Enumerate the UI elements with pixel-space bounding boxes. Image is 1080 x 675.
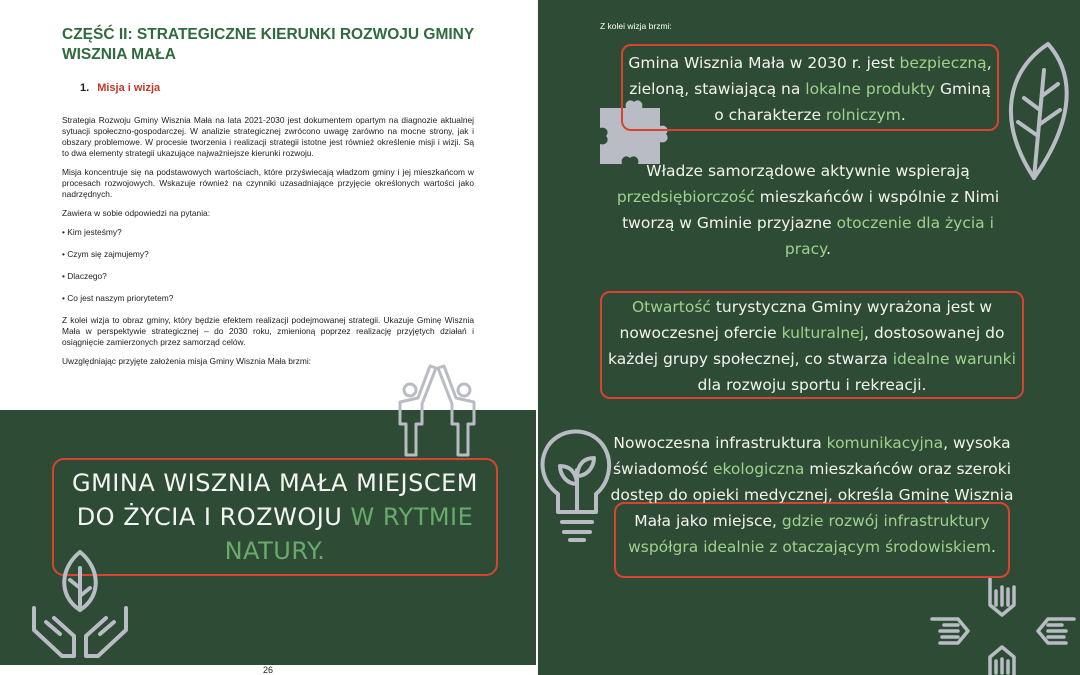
section-title: Misja i wizja (97, 82, 161, 94)
highlight-text: komunikacyjna (826, 434, 944, 452)
hands-circle-icon (928, 575, 1078, 675)
highlight-text: lokalne produkty (805, 80, 936, 98)
vision-statement-2 (608, 158, 1008, 262)
text-span: turystyczna Gminy wyrażona jest w nowoczesnej ofercie (619, 298, 993, 342)
list-item: • Dlaczego? (62, 271, 107, 281)
highlight-text: kulturalnej (781, 324, 865, 342)
paragraph: Z kolei wizja to obraz gminy, który będzie efektem realizacji podejmowanej strategii. Ukazuje Gminę Wisznia Mała w perspektywie strategicznej – do 2030 roku, zmienioną poprzez realizację przyjętych działań i osiągnięcie zamierzonych przez samorząd celów. (62, 315, 474, 347)
text-span: . (826, 240, 832, 258)
lightbulb-plant-icon (538, 424, 618, 544)
highlight-text: otoczenie dla życia i pracy (784, 214, 994, 258)
body-text (62, 115, 474, 375)
vision-statement-4 (608, 430, 1016, 560)
list-item: • Czym się zajmujemy? (62, 249, 149, 259)
text-span: . (990, 538, 996, 556)
page-number-area (0, 665, 538, 675)
section-number: 1. (80, 82, 90, 94)
highlight-text: gdzie rozwój infrastruktury współgra idealnie z otaczającym środowiskiem (628, 512, 991, 556)
highlight-text: przedsiębiorczość (616, 188, 755, 206)
paragraph: Misja koncentruje się na podstawowych wartościach, które przyświecają władzom gminy i jej mieszkańcom w procesach rozwojowych. Wskazuje również na czynniki uzasadniające przyjęcie określonych wartości jako nadrzędnych. (62, 167, 474, 199)
list-item: • Kim jesteśmy? (62, 227, 122, 237)
left-page (0, 0, 538, 675)
section-subheading (80, 82, 160, 94)
page-number: 26 (263, 665, 274, 675)
text-span: Władze samorządowe aktywnie wspierają (646, 162, 970, 180)
right-page (538, 0, 1080, 675)
vision-statement-3 (608, 294, 1016, 398)
hands-leaf-icon (30, 548, 130, 666)
paragraph: Strategia Rozwoju Gminy Wisznia Mała na lata 2021-2030 jest dokumentem opartym na diagnozie aktualnej sytuacji społeczno-gospodarczej. W analizie strategicznej zwrócono uwagę zarówno na mocne strony, jak i obszary problemowe. W procesie tworzenia i realizacji strategii istotne jest również określenie misji i wizji. Są to dwa elementy strategii ukazujące najważniejsze kierunki rozwoju. (62, 115, 474, 158)
text-span: dla rozwoju sportu i rekreacji. (697, 376, 927, 394)
highlight-text: Otwartość (631, 298, 711, 316)
page-heading: CZĘŚĆ II: STRATEGICZNE KIERUNKI ROZWOJU GMINY WISZNIA MAŁA (62, 26, 474, 63)
text-span: , wysoka świadomość (612, 434, 1011, 478)
text-span: , zieloną, stawiającą na (629, 54, 992, 98)
people-high-five-icon (392, 362, 482, 457)
text-span: Nowoczesna infrastruktura (613, 434, 827, 452)
list-item: • Co jest naszym priorytetem? (62, 293, 174, 303)
paragraph: Uwzględniając przyjęte założenia misja Gminy Wisznia Mała brzmi: (62, 356, 312, 366)
mission-main-text: GMINA WISZNIA MAŁA MIEJSCEM DO ŻYCIA I ROZWOJU (72, 469, 478, 531)
text-span: mieszkańców i wspólnie z Nimi tworzą w Gminie przyjazne (622, 188, 1000, 232)
highlight-text: ekologiczna (712, 460, 805, 478)
paragraph: Zawiera w sobie odpowiedzi na pytania: (62, 208, 211, 218)
vision-intro: Z kolei wizja brzmi: (600, 21, 672, 31)
text-span: mieszkańców oraz szeroki dostęp do opieki medycznej, określa Gminę Wisznia Mała jako miejsce, (610, 460, 1014, 530)
highlight-text: bezpieczną (899, 54, 987, 72)
text-span: , dostosowanej do każdej grupy społecznej, co stwarza (608, 324, 1005, 368)
vision-statement-1 (626, 50, 994, 128)
text-span: Gminą o charakterze (714, 80, 991, 124)
text-span: . (900, 106, 906, 124)
text-span: Gmina Wisznia Mała w 2030 r. jest (628, 54, 900, 72)
highlight-text: rolniczym (825, 106, 901, 124)
question-list (62, 227, 474, 304)
highlight-text: idealne warunki (892, 350, 1016, 368)
mission-accent-text: W RYTMIE NATURY. (224, 503, 474, 565)
